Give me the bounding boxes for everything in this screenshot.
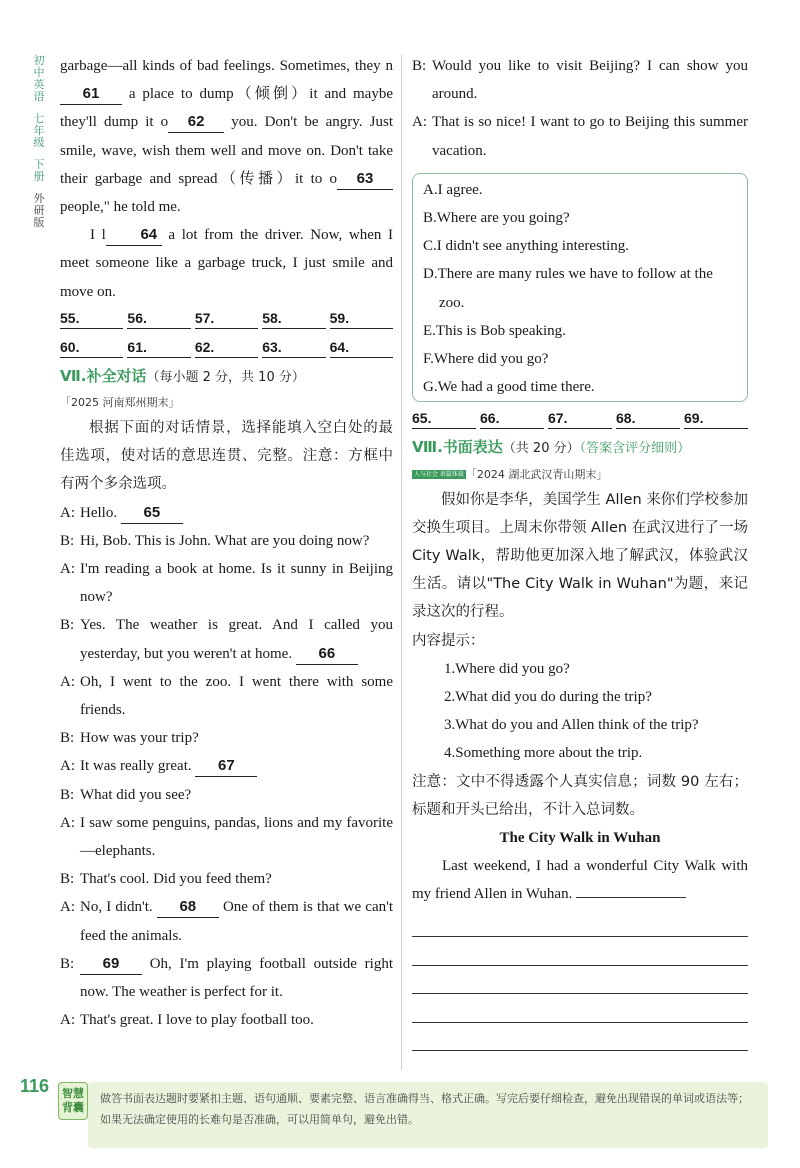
dialogue-text-part: Oh, I'm playing football outside right now. The weather is perfect for it. bbox=[80, 955, 393, 1001]
essay-start bbox=[412, 852, 748, 908]
speaker-label: B: bbox=[60, 730, 75, 747]
side-label bbox=[30, 55, 48, 239]
option-item: F.Where did you go? bbox=[423, 351, 549, 368]
dialogue-text-part: That's cool. Did you feed them? bbox=[80, 871, 272, 888]
theme-logo: 人与社会 语篇体裁 bbox=[414, 471, 464, 479]
answer-slot[interactable]: 69. bbox=[684, 408, 748, 429]
writing-line[interactable] bbox=[412, 937, 748, 966]
dialogue-text: That is so nice! I want to go to Beijing this summer vacation. bbox=[432, 114, 748, 159]
writing-line[interactable] bbox=[412, 994, 748, 1023]
hints-list bbox=[412, 655, 748, 768]
dialogue-text bbox=[80, 781, 393, 809]
hint-item: 1.Where did you go? bbox=[444, 660, 570, 677]
section-8-scoring-note: （答案含评分细则） bbox=[579, 441, 691, 457]
dialogue-line bbox=[60, 555, 393, 611]
speaker-label: A: bbox=[60, 814, 75, 831]
passage-text: a place to dump（倾倒）it and maybe they'll dump it o bbox=[60, 86, 393, 131]
hint-item: 3.What do you and Allen think of the trip? bbox=[444, 717, 699, 734]
blank-66[interactable]: 66 bbox=[296, 644, 358, 665]
dialogue-line bbox=[60, 527, 393, 555]
dialogue-line bbox=[60, 499, 393, 527]
answer-slot[interactable]: 55. bbox=[60, 308, 123, 329]
answer-slot[interactable]: 68. bbox=[616, 408, 680, 429]
dialogue-text-part: Yes. The weather is great. And I called you yesterday, but you weren't at home. bbox=[80, 617, 393, 662]
answer-slot[interactable]: 59. bbox=[330, 308, 393, 329]
dialogue-text-part: That's great. I love to play football too. bbox=[80, 1012, 314, 1029]
dialogue-text-part: How was your trip? bbox=[80, 730, 199, 747]
right-column bbox=[412, 52, 748, 1051]
speaker-label: A: bbox=[60, 673, 75, 690]
speaker-label: A: bbox=[60, 758, 75, 775]
blank-69[interactable]: 69 bbox=[80, 954, 142, 975]
dialogue-text bbox=[80, 668, 393, 724]
dialogue-text-part: Hello. bbox=[80, 504, 121, 521]
speaker-label: B: bbox=[60, 532, 75, 549]
section-7-source: 「2025 河南郑州期末」 bbox=[60, 396, 180, 410]
section-7-score-note: （每小题 2 分，共 10 分） bbox=[146, 369, 305, 385]
side-label-edition: 外研版 bbox=[33, 192, 45, 229]
dialogue bbox=[60, 499, 393, 1035]
section-8-prompt: 假如你是李华，美国学生 Allen 来你们学校参加交换生项目。上周末你带领 Allen 在武汉进行了一场 City Walk，帮助他更加深入地了解武汉，体验武汉生活。请以"The City Walk in Wuhan"为题，来记录这次的行程。 bbox=[412, 491, 748, 621]
section-8-source: 「2024 湖北武汉青山期末」 bbox=[465, 467, 608, 481]
answer-slot[interactable]: 58. bbox=[262, 308, 325, 329]
dialogue-text bbox=[80, 527, 393, 555]
section-7-instructions: 根据下面的对话情景，选择能填入空白处的最佳选项，使对话的意思连贯、完整。注意：方框中有两个多余选项。 bbox=[60, 420, 393, 493]
side-label-subject: 初中英语 bbox=[33, 54, 45, 103]
section-7-title: Ⅶ.补全对话 bbox=[60, 366, 147, 385]
speaker-label: A: bbox=[60, 1012, 75, 1029]
footer bbox=[0, 1070, 800, 1168]
passage-text: you. Don't be angry. Just smile, wave, wish them well and move on. Don't take their garbage and spread（传播）it to o bbox=[60, 114, 393, 187]
option-item: B.Where are you going? bbox=[423, 210, 570, 227]
speaker-label: A: bbox=[60, 504, 75, 521]
section-8-score-note: （共 20 分） bbox=[502, 441, 580, 457]
option-item: G.We had a good time there. bbox=[423, 379, 595, 396]
answer-slot[interactable]: 67. bbox=[548, 408, 612, 429]
dialogue-text-part: I saw some penguins, pandas, lions and my favorite—elephants. bbox=[80, 814, 393, 860]
answer-slot[interactable]: 63. bbox=[262, 337, 325, 358]
option-item: C.I didn't see anything interesting. bbox=[423, 238, 630, 255]
blank-61[interactable]: 61 bbox=[60, 84, 122, 105]
speaker-label: B: bbox=[412, 58, 427, 74]
speaker-label: A: bbox=[60, 561, 75, 578]
dialogue-text bbox=[80, 555, 393, 611]
dialogue-line bbox=[60, 611, 393, 667]
dialogue-line bbox=[412, 52, 748, 108]
answer-slot[interactable]: 61. bbox=[127, 337, 190, 358]
dialogue-line bbox=[60, 781, 393, 809]
dialogue-line bbox=[60, 893, 393, 949]
speaker-label: B: bbox=[60, 786, 75, 803]
dialogue-text bbox=[80, 1006, 393, 1034]
dialogue-text-part: Oh, I went to the zoo. I went there with some friends. bbox=[80, 673, 393, 719]
answer-slot[interactable]: 66. bbox=[480, 408, 544, 429]
blank-64[interactable]: 64 bbox=[106, 225, 162, 246]
answer-row-60-64 bbox=[60, 337, 393, 358]
blank-68[interactable]: 68 bbox=[157, 897, 219, 918]
answer-slot[interactable]: 62. bbox=[195, 337, 258, 358]
dialogue-text: Would you like to visit Beijing? I can show you around. bbox=[432, 58, 748, 103]
writing-line[interactable] bbox=[412, 966, 748, 995]
essay-start-text: Last weekend, I had a wonderful City Walk with my friend Allen in Wuhan. bbox=[412, 858, 748, 903]
dialogue-continued bbox=[412, 52, 748, 165]
option-item: A.I agree. bbox=[423, 181, 483, 198]
answer-row-55-59 bbox=[60, 308, 393, 329]
passage-paragraph-1 bbox=[60, 52, 393, 221]
section-8-source-line bbox=[412, 464, 748, 486]
blank-65[interactable]: 65 bbox=[121, 503, 183, 524]
wisdom-badge: 智慧背囊 bbox=[58, 1082, 88, 1120]
writing-line-inline[interactable] bbox=[576, 882, 686, 898]
speaker-label: B: bbox=[60, 955, 75, 972]
answer-slot[interactable]: 65. bbox=[412, 408, 476, 429]
answer-slot[interactable]: 56. bbox=[127, 308, 190, 329]
blank-67[interactable]: 67 bbox=[195, 756, 257, 777]
option-item: E.This is Bob speaking. bbox=[423, 322, 566, 339]
column-divider bbox=[401, 55, 402, 1070]
dialogue-text bbox=[80, 752, 393, 780]
dialogue-text bbox=[80, 499, 393, 527]
dialogue-line bbox=[412, 108, 748, 164]
dialogue-text bbox=[80, 611, 393, 667]
speaker-label: A: bbox=[60, 899, 75, 916]
left-column bbox=[60, 52, 393, 1035]
passage-paragraph-2 bbox=[60, 221, 393, 306]
side-label-grade: 七年级 bbox=[33, 112, 45, 149]
passage-text: people," he told me. bbox=[60, 199, 181, 216]
speaker-label: B: bbox=[60, 871, 75, 888]
dialogue-line bbox=[60, 668, 393, 724]
dialogue-line bbox=[60, 1006, 393, 1034]
dialogue-line bbox=[60, 752, 393, 780]
essay-title: The City Walk in Wuhan bbox=[499, 830, 661, 847]
dialogue-text bbox=[80, 809, 393, 865]
answer-slot[interactable]: 60. bbox=[60, 337, 123, 358]
dialogue-text bbox=[80, 865, 393, 893]
speaker-label: B: bbox=[60, 617, 75, 634]
side-label-volume: 下册 bbox=[33, 158, 45, 183]
passage-text: a lot from the driver. Now, when I meet someone like a garbage truck, I just smile and move on. bbox=[60, 227, 393, 300]
writing-line[interactable] bbox=[412, 1023, 748, 1052]
dialogue-text-part: I'm reading a book at home. Is it sunny in Beijing now? bbox=[80, 561, 393, 606]
hint-item: 4.Something more about the trip. bbox=[444, 745, 643, 762]
writing-line[interactable] bbox=[412, 909, 748, 938]
dialogue-text-part: No, I didn't. bbox=[80, 899, 157, 916]
answer-slot[interactable]: 64. bbox=[330, 337, 393, 358]
dialogue-text-part: It was really great. bbox=[80, 758, 196, 775]
speaker-label: A: bbox=[412, 114, 427, 131]
dialogue-text bbox=[80, 724, 393, 752]
section-7-heading bbox=[60, 362, 393, 392]
passage-text: garbage—all kinds of bad feelings. Sometimes, they n bbox=[60, 58, 393, 74]
dialogue-text-part: One of them is that we can't feed the animals. bbox=[80, 899, 393, 944]
dialogue-line bbox=[60, 724, 393, 752]
dialogue-text bbox=[80, 893, 393, 949]
blank-62[interactable]: 62 bbox=[168, 112, 224, 133]
hint-item: 2.What did you do during the trip? bbox=[444, 689, 652, 706]
dialogue-line bbox=[60, 809, 393, 865]
page-number: 116 bbox=[20, 1076, 50, 1096]
tip-box: 做答书面表达题时要紧扣主题、语句通顺、要素完整、语言准确得当、格式正确。写完后要仔细检查，避免出现错误的单词或语法等；如果无法确定使用的长难句是否准确，可以用简单句，避免出错。 bbox=[88, 1082, 768, 1148]
options-box bbox=[412, 173, 748, 403]
answer-row-65-69 bbox=[412, 408, 748, 429]
section-8-heading bbox=[412, 433, 748, 463]
dialogue-line bbox=[60, 950, 393, 1006]
passage-text: I l bbox=[90, 227, 106, 244]
section-8-title: Ⅷ.书面表达 bbox=[412, 438, 503, 457]
dialogue-text bbox=[80, 950, 393, 1006]
hints-title: 内容提示： bbox=[412, 632, 485, 649]
writing-notice: 注意：文中不得透露个人真实信息；词数 90 左右；标题和开头已给出，不计入总词数。 bbox=[412, 773, 748, 818]
dialogue-text-part: What did you see? bbox=[80, 786, 192, 803]
dialogue-text-part: Hi, Bob. This is John. What are you doing now? bbox=[80, 532, 370, 549]
answer-slot[interactable]: 57. bbox=[195, 308, 258, 329]
blank-63[interactable]: 63 bbox=[337, 169, 393, 190]
option-item: D.There are many rules we have to follow at the zoo. bbox=[423, 266, 713, 311]
dialogue-line bbox=[60, 865, 393, 893]
